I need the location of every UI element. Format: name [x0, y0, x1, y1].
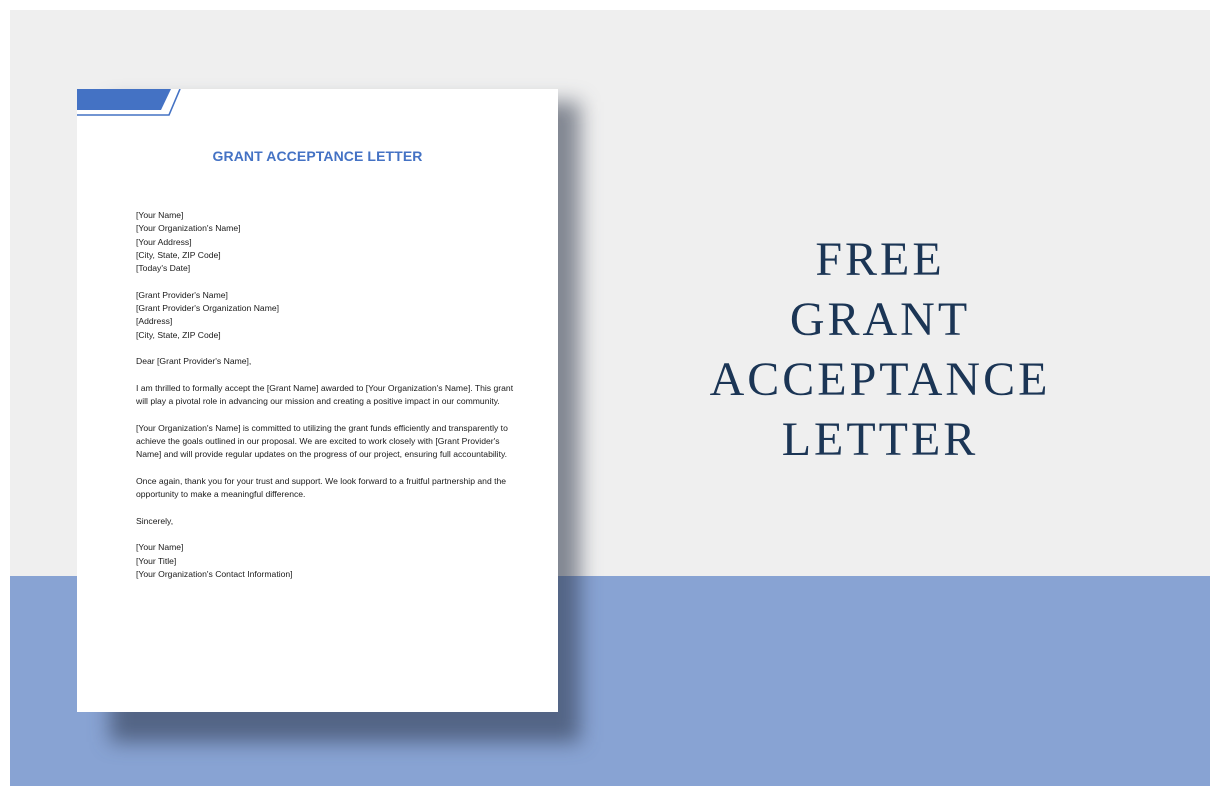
recipient-line: [Grant Provider's Name] [136, 289, 228, 300]
headline-line: GRANT [789, 293, 971, 346]
signature-line: [Your Name] [136, 542, 184, 553]
sender-address [136, 209, 516, 275]
headline-line: ACCEPTANCE [709, 353, 1051, 406]
sender-line: [City, State, ZIP Code] [136, 249, 221, 260]
headline-line: LETTER [781, 413, 979, 466]
promo-headline [630, 230, 1130, 470]
sender-line: [Your Address] [136, 236, 192, 247]
closing: Sincerely, [136, 515, 174, 526]
sender-line: [Today's Date] [136, 263, 191, 274]
header-ribbon-decoration [77, 89, 187, 119]
paragraph: [Your Organization's Name] is committed to utilizing the grant funds efficiently and transparently to achieve the goals outlined in our proposal. We are excited to work closely with [Grant Provider's Name] and will provide regular updates on the progress of our project, ensuring full accountability. [136, 422, 508, 460]
sender-line: [Your Name] [136, 210, 184, 220]
recipient-line: [City, State, ZIP Code] [136, 329, 221, 340]
signature-block [136, 541, 516, 581]
recipient-line: [Grant Provider's Organization Name] [136, 303, 280, 314]
signature-line: [Your Title] [136, 555, 177, 566]
recipient-address [136, 289, 516, 342]
letter-body [136, 209, 516, 595]
preview-canvas [10, 10, 1210, 786]
letter-page [77, 89, 558, 712]
salutation: Dear [Grant Provider's Name], [136, 356, 252, 367]
recipient-line: [Address] [136, 316, 173, 327]
sender-line: [Your Organization's Name] [136, 223, 241, 234]
headline-line: FREE [815, 233, 945, 286]
paragraph: Once again, thank you for your trust and support. We look forward to a fruitful partnership and the opportunity to make a meaningful difference. [136, 475, 507, 500]
paragraph: I am thrilled to formally accept the [Grant Name] awarded to [Your Organization's Name]. This grant will play a pivotal role in advancing our mission and creating a positive impact in our community. [136, 382, 514, 407]
document-title: GRANT ACCEPTANCE LETTER [212, 148, 423, 164]
signature-line: [Your Organization's Contact Information] [136, 569, 293, 580]
